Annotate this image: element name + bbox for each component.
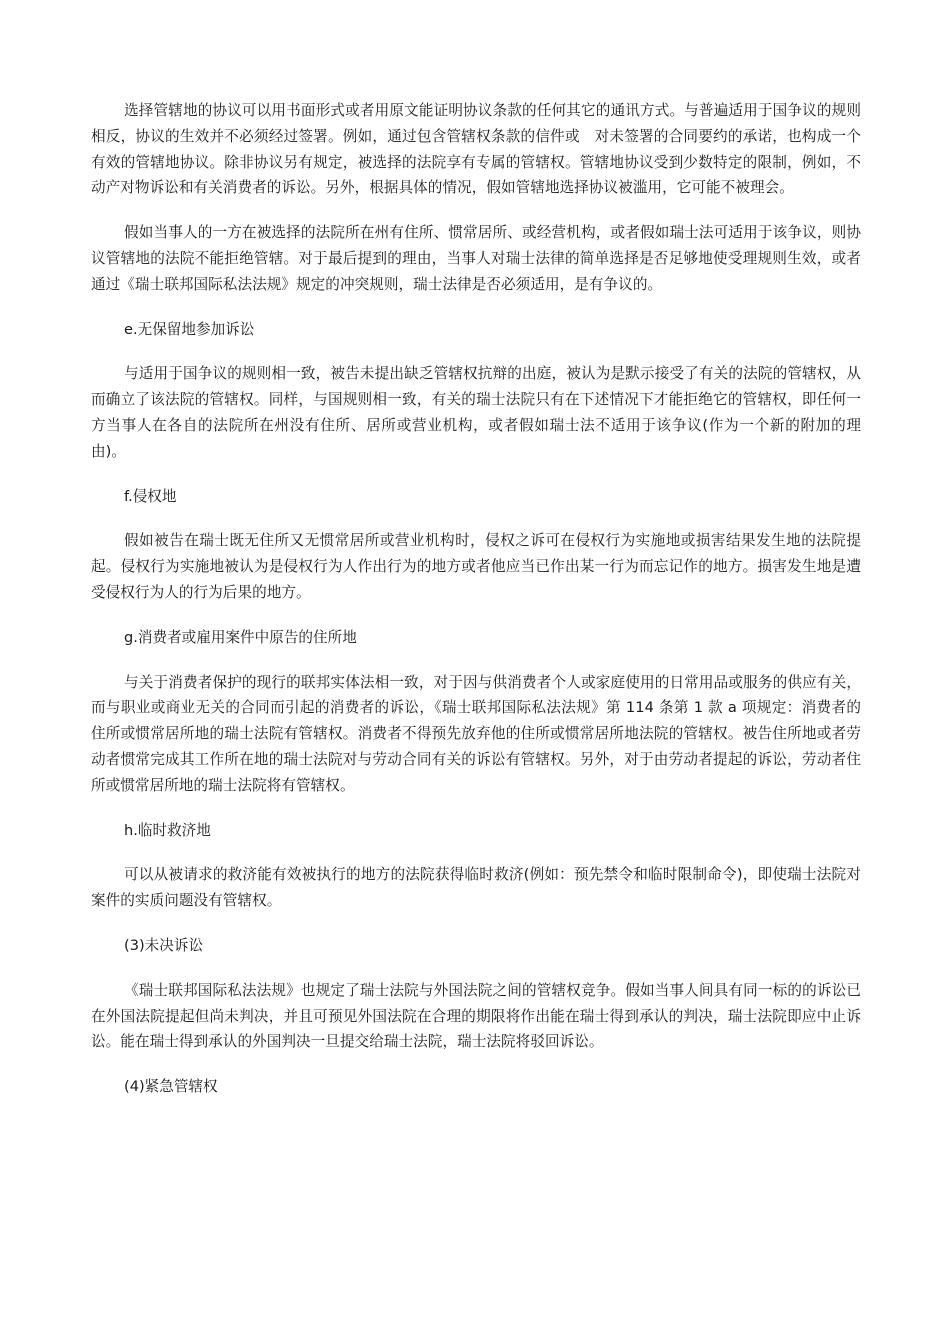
section-heading-pending-litigation: (3)未决诉讼 <box>124 936 204 954</box>
section-heading-emergency-jurisdiction: (4)紧急管辖权 <box>124 1078 218 1096</box>
document-body <box>91 98 861 1119</box>
section-heading-tort-place: f.侵权地 <box>124 487 177 505</box>
paragraph-forum-agreement-form: 选择管辖地的协议可以用书面形式或者用原文能证明协议条款的任何其它的通讯方式。与普遍适用于国争议的规则相反，协议的生效并不必须经过签署。例如，通过包含管辖权条款的信件或 对未签署的合同要约的承诺，也构成一个有效的管辖地协议。除非协议另有规定，被选择的法院享有专属的管辖权。管辖地协议受到少数特定的限制，例如，不动产对物诉讼和有关消费者的诉讼。另外，根据具体的情况，假如管辖地选择协议被滥用，它可能不被理会。 <box>91 102 861 197</box>
section-heading-appearance: e.无保留地参加诉讼 <box>124 320 255 338</box>
paragraph-consumer-employment: 与关于消费者保护的现行的联邦实体法相一致，对于因与供消费者个人或家庭使用的日常用品或服务的供应有关，而与职业或商业无关的合同而引起的消费者的诉讼，《瑞士联邦国际私法法规》第 114 条第 1 款 a 项规定：消费者的住所或惯常居所地的瑞士法院有管辖权。消费者不得预先放弃他的住所或惯常居所地法院的管辖权。被告住所地或者劳动者惯常完成其工作所在地的瑞士法院对与劳动合同有关的诉讼有管辖权。另外，对于由劳动者提起的诉讼，劳动者住所或惯常居所地的瑞士法院将有管辖权。 <box>91 673 861 794</box>
paragraph-pending-litigation: 《瑞士联邦国际私法法规》也规定了瑞士法院与外国法院之间的管辖权竞争。假如当事人间具有同一标的的诉讼已在外国法院提起但尚未判决，并且可预见外国法院在合理的期限将作出能在瑞士得到承认的判决，瑞士法院即应中止诉讼。能在瑞士得到承认的外国判决一旦提交给瑞士法院，瑞士法院将驳回诉讼。 <box>91 981 861 1051</box>
paragraph-interim-relief: 可以从被请求的救济能有效被执行的地方的法院获得临时救济(例如：预先禁令和临时限制命令)，即使瑞士法院对案件的实质问题没有管辖权。 <box>91 866 861 910</box>
section-heading-interim-relief: h.临时救济地 <box>124 821 211 839</box>
paragraph-tort-place: 假如被告在瑞士既无住所又无惯常居所或营业机构时，侵权之诉可在侵权行为实施地或损害结果发生地的法院提起。侵权行为实施地被认为是侵权行为人作出行为的地方或者他应当已作出某一行为而忘记作的地方。损害发生地是遭受侵权行为人的行为后果的地方。 <box>91 532 861 601</box>
section-heading-consumer-employment: g.消费者或雇用案件中原告的住所地 <box>124 628 357 646</box>
paragraph-forum-agreement-refusal: 假如当事人的一方在被选择的法院所在州有住所、惯常居所、或经营机构，或者假如瑞士法可适用于该争议，则协议管辖地的法院不能拒绝管辖。对于最后提到的理由，当事人对瑞士法律的简单选择是否足够地使受理规则生效，或者通过《瑞士联邦国际私法法规》规定的冲突规则，瑞士法律是否必须适用，是有争议的。 <box>91 224 861 293</box>
paragraph-appearance: 与适用于国争议的规则相一致，被告未提出缺乏管辖权抗辩的出庭，被认为是默示接受了有关的法院的管辖权，从而确立了该法院的管辖权。同样，与国规则相一致，有关的瑞士法院只有在下述情况下才能拒绝它的管辖权，即任何一方当事人在各自的法院所在州没有住所、居所或营业机构，或者假如瑞士法不适用于该争议(作为一个新的附加的理由)。 <box>91 365 861 460</box>
